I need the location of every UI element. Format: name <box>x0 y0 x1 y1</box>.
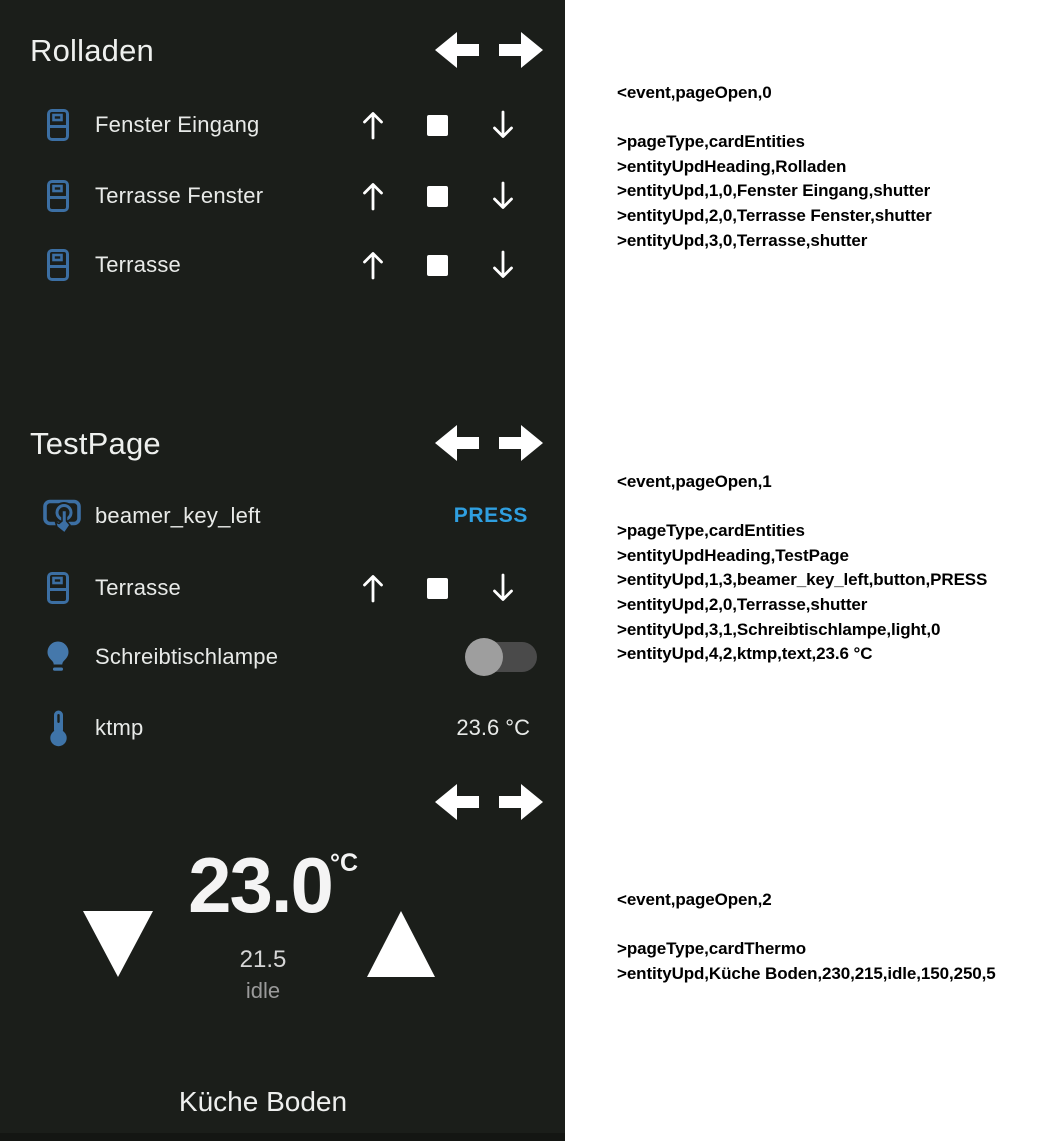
log-response-line: >entityUpdHeading,TestPage <box>617 545 849 565</box>
hvac-state: idle <box>245 978 281 1003</box>
nav-right-icon <box>499 32 543 68</box>
log-response-line: >entityUpd,1,0,Fenster Eingang,shutter <box>617 181 931 201</box>
window-shutter-icon <box>47 180 69 212</box>
log-response-line: >entityUpd,1,3,beamer_key_left,button,PRESS <box>617 570 988 590</box>
nav-right-button[interactable] <box>499 32 543 68</box>
entity-label: Terrasse <box>95 252 181 277</box>
nav-right-icon <box>499 784 543 820</box>
shutter-up-button[interactable] <box>357 107 389 143</box>
log-response-line: >entityUpd,3,1,Schreibtischlampe,light,0 <box>617 619 941 639</box>
window-shutter-icon <box>47 572 69 604</box>
log-block-page2 <box>617 888 996 986</box>
shutter-stop-button[interactable] <box>425 184 449 208</box>
page-title: Rolladen <box>30 33 154 68</box>
entity-label: Terrasse Fenster <box>95 183 264 208</box>
thermometer-icon <box>49 709 68 747</box>
entity-label: ktmp <box>95 715 144 740</box>
nav-right-button[interactable] <box>499 425 543 461</box>
nav-right-icon <box>499 425 543 461</box>
entity-label: beamer_key_left <box>95 503 261 528</box>
log-event-line: <event,pageOpen,0 <box>617 83 772 102</box>
shutter-down-button[interactable] <box>487 570 519 606</box>
thermostat-name: Küche Boden <box>178 1086 348 1117</box>
temperature-unit: °C <box>330 849 359 877</box>
log-event-line: <event,pageOpen,2 <box>617 890 772 909</box>
log-response-line: >entityUpd,3,0,Terrasse,shutter <box>617 230 868 250</box>
log-spacer <box>617 495 987 520</box>
window-shutter-icon <box>47 249 69 281</box>
current-temperature: 23.0 <box>188 841 332 929</box>
log-response-line: >entityUpd,2,0,Terrasse,shutter <box>617 594 868 614</box>
log-event-line: <event,pageOpen,1 <box>617 472 772 491</box>
press-button[interactable]: PRESS <box>453 504 528 527</box>
entity-row-terrasse <box>0 241 565 289</box>
light-toggle-off[interactable] <box>467 642 537 672</box>
shutter-down-button[interactable] <box>487 178 519 214</box>
entity-label: Schreibtischlampe <box>95 644 279 669</box>
nav-left-button[interactable] <box>435 425 479 461</box>
log-block-page0 <box>617 81 932 253</box>
lightbulb-icon <box>46 640 70 675</box>
nav-left-icon <box>435 784 479 820</box>
shutter-up-button[interactable] <box>357 570 389 606</box>
log-response-line: >entityUpd,2,0,Terrasse Fenster,shutter <box>617 205 932 225</box>
triangle-down-icon <box>80 908 156 980</box>
log-block-page1 <box>617 470 987 667</box>
log-response-line: >pageType,cardThermo <box>617 939 806 959</box>
shutter-up-button[interactable] <box>357 247 389 283</box>
window-shutter-icon <box>47 109 69 141</box>
shutter-down-button[interactable] <box>487 247 519 283</box>
shutter-stop-button[interactable] <box>425 576 449 600</box>
temp-decrease-button[interactable] <box>80 908 156 980</box>
log-response-line: >entityUpdHeading,Rolladen <box>617 156 847 176</box>
temperature-value: 23.6 °C <box>456 715 530 740</box>
entity-row-schreibtischlampe <box>0 633 565 681</box>
nav-left-icon <box>435 425 479 461</box>
stop-square-icon <box>427 115 448 136</box>
toggle-knob <box>465 638 503 676</box>
entity-row-terrasse-2 <box>0 564 565 612</box>
log-spacer <box>617 913 996 938</box>
shutter-up-button[interactable] <box>357 178 389 214</box>
bottom-strip <box>0 1133 565 1141</box>
log-response-line: >entityUpd,Küche Boden,230,215,idle,150,250,5 <box>617 963 996 983</box>
shutter-down-button[interactable] <box>487 107 519 143</box>
nav-left-button[interactable] <box>435 32 479 68</box>
stop-square-icon <box>427 186 448 207</box>
stop-square-icon <box>427 255 448 276</box>
nav-left-icon <box>435 32 479 68</box>
log-response-line: >entityUpd,4,2,ktmp,text,23.6 °C <box>617 644 873 664</box>
page-title: TestPage <box>30 426 161 461</box>
log-spacer <box>617 106 932 131</box>
shutter-stop-button[interactable] <box>425 113 449 137</box>
entity-row-beamer-key-left <box>0 492 565 540</box>
entity-row-terrasse-fenster <box>0 172 565 220</box>
log-response-line: >pageType,cardEntities <box>617 132 805 152</box>
shutter-stop-button[interactable] <box>425 253 449 277</box>
gesture-tap-button-icon <box>43 497 81 536</box>
entity-label: Fenster Eingang <box>95 112 260 137</box>
entity-row-fenster-eingang <box>0 101 565 149</box>
log-response-line: >pageType,cardEntities <box>617 521 805 541</box>
entity-label: Terrasse <box>95 575 181 600</box>
nav-left-button[interactable] <box>435 784 479 820</box>
nav-right-button[interactable] <box>499 784 543 820</box>
stop-square-icon <box>427 578 448 599</box>
target-temperature: 21.5 <box>239 946 287 973</box>
entity-row-ktmp <box>0 704 565 752</box>
